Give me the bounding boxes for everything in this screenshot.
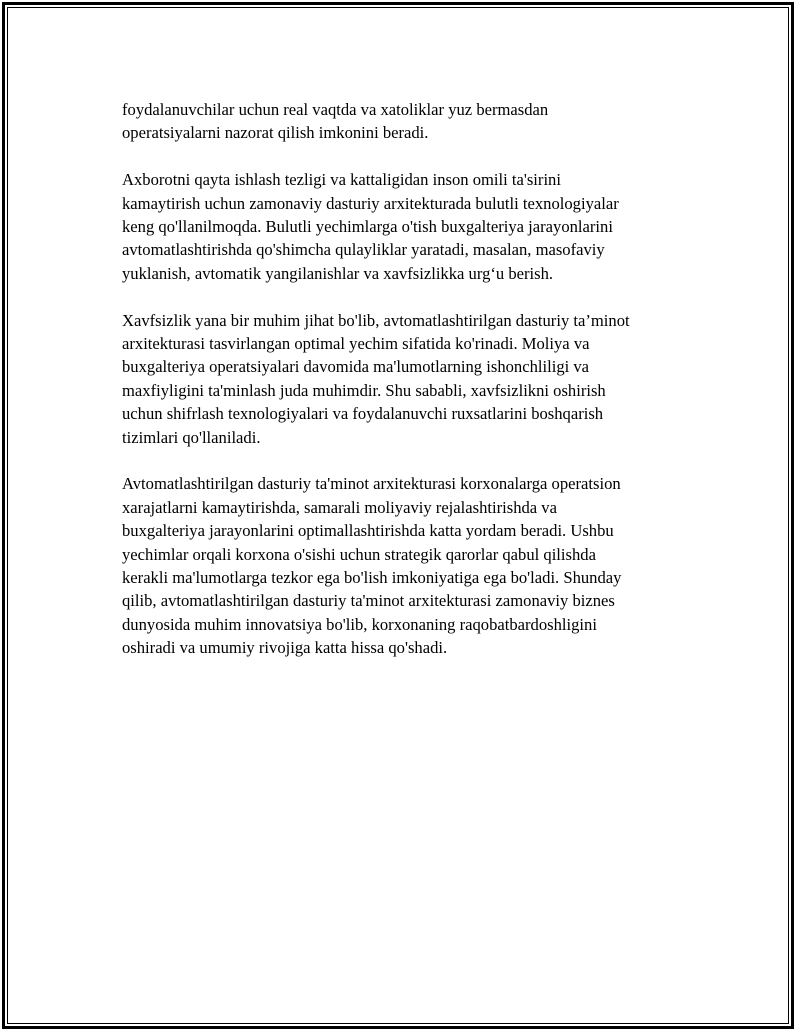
text-line: dunyosida muhim innovatsiya bo'lib, korxonaning raqobatbardoshligini — [122, 614, 597, 634]
text-line: kamaytirish uchun zamonaviy dasturiy arxitekturada bulutli texnologiyalar — [122, 193, 619, 213]
document-body — [122, 98, 712, 683]
text-line: buxgalteriya operatsiyalari davomida ma'lumotlarning ishonchliligi va — [122, 357, 590, 377]
text-line: Avtomatlashtirilgan dasturiy ta'minot arxitekturasi korxonalarga operatsion — [122, 474, 621, 494]
paragraph — [122, 98, 712, 145]
text-line: tizimlari qo'llaniladi. — [122, 427, 261, 447]
text-line: operatsiyalarni nazorat qilish imkonini beradi. — [122, 123, 429, 143]
text-line: keng qo'llanilmoqda. Bulutli yechimlarga o'tish buxgalteriya jarayonlarini — [122, 217, 613, 237]
text-line: qilib, avtomatlashtirilgan dasturiy ta'minot arxitekturasi zamonaviy biznes — [122, 591, 615, 611]
text-line: xarajatlarni kamaytirishda, samarali moliyaviy rejalashtirishda va — [122, 497, 557, 517]
paragraph — [122, 168, 712, 285]
text-line: foydalanuvchilar uchun real vaqtda va xatoliklar yuz bermasdan — [122, 100, 549, 119]
text-line: uchun shifrlash texnologiyalari va foydalanuvchi ruxsatlarini boshqarish — [122, 404, 604, 424]
text-line: yuklanish, avtomatik yangilanishlar va xavfsizlikka urg‘u berish. — [122, 263, 554, 283]
text-line: yechimlar orqali korxona o'sishi uchun strategik qarorlar qabul qilishda — [122, 544, 596, 564]
text-line: kerakli ma'lumotlarga tezkor ega bo'lish imkoniyatiga ega bo'ladi. Shunday — [122, 568, 622, 588]
text-line: oshiradi va umumiy rivojiga katta hissa qo'shadi. — [122, 638, 448, 658]
text-line: Axborotni qayta ishlash tezligi va kattaligidan inson omili ta'sirini — [122, 170, 561, 190]
text-line: Xavfsizlik yana bir muhim jihat bo'lib, avtomatlashtirilgan dasturiy ta’minot — [122, 310, 630, 330]
page-border — [2, 2, 794, 1029]
paragraph — [122, 309, 712, 449]
text-line: avtomatlashtirishda qo'shimcha qulayliklar yaratadi, masalan, masofaviy — [122, 240, 605, 260]
text-line: arxitekturasi tasvirlangan optimal yechim sifatida ko'rinadi. Moliya va — [122, 334, 590, 354]
text-line: maxfiyligini ta'minlash juda muhimdir. Shu sababli, xavfsizlikni oshirish — [122, 380, 606, 400]
paragraph — [122, 472, 712, 659]
text-line: buxgalteriya jarayonlarini optimallashtirishda katta yordam beradi. Ushbu — [122, 521, 614, 541]
